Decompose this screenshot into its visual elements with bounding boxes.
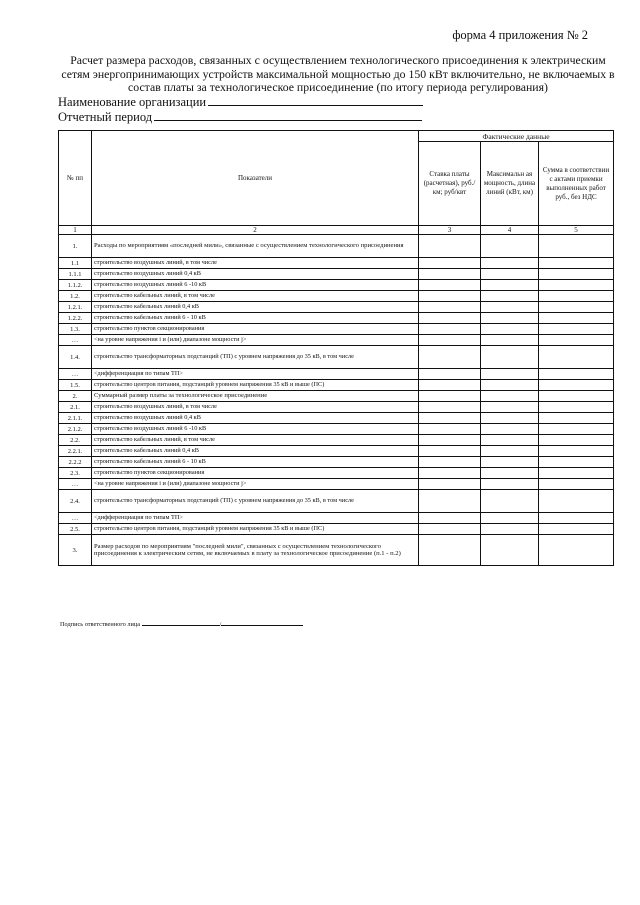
power-cell[interactable] — [481, 235, 539, 258]
power-cell[interactable] — [481, 424, 539, 435]
row-number: 1.2.2. — [59, 313, 92, 324]
power-cell[interactable] — [481, 335, 539, 346]
sum-cell[interactable] — [539, 535, 614, 566]
row-indicator: строительство воздушных линий 6 -10 кВ — [92, 424, 419, 435]
rate-cell[interactable] — [419, 468, 481, 479]
row-number: 2. — [59, 391, 92, 402]
rate-cell[interactable] — [419, 446, 481, 457]
row-indicator: <на уровне напряжения i и (или) диапазоне мощности j> — [92, 335, 419, 346]
power-cell[interactable] — [481, 524, 539, 535]
table-row — [59, 457, 614, 468]
table-row — [59, 479, 614, 490]
row-indicator: <на уровне напряжения i и (или) диапазоне мощности j> — [92, 479, 419, 490]
row-indicator: строительство кабельных линий 6 - 10 кВ — [92, 313, 419, 324]
row-number: 2.3. — [59, 468, 92, 479]
row-number: 1.5. — [59, 380, 92, 391]
table-row — [59, 402, 614, 413]
row-indicator: строительство кабельных линий, в том числе — [92, 435, 419, 446]
power-cell[interactable] — [481, 457, 539, 468]
row-indicator: строительство воздушных линий, в том числе — [92, 402, 419, 413]
row-indicator: строительство кабельных линий 6 - 10 кВ — [92, 457, 419, 468]
row-number: … — [59, 513, 92, 524]
form-label: форма 4 приложения № 2 — [452, 28, 588, 42]
row-number: 3. — [59, 535, 92, 566]
table-row — [59, 391, 614, 402]
row-indicator: строительство воздушных линий 6 -10 кВ — [92, 280, 419, 291]
table-row — [59, 468, 614, 479]
col-index: 2 — [92, 226, 419, 235]
row-number: 1. — [59, 235, 92, 258]
period-field — [58, 109, 422, 125]
sum-cell[interactable] — [539, 479, 614, 490]
rate-cell[interactable] — [419, 380, 481, 391]
signature-label: Подпись ответственного лица — [60, 621, 141, 628]
sum-cell[interactable] — [539, 513, 614, 524]
sum-cell[interactable] — [539, 424, 614, 435]
row-number: 2.2. — [59, 435, 92, 446]
power-cell[interactable] — [481, 346, 539, 369]
row-indicator: строительство кабельных линий, в том числе — [92, 291, 419, 302]
header-indicators: Показатели — [92, 131, 419, 226]
rate-cell[interactable] — [419, 457, 481, 468]
table-row — [59, 258, 614, 269]
rate-cell[interactable] — [419, 335, 481, 346]
table-row — [59, 346, 614, 369]
table-row — [59, 291, 614, 302]
organization-field — [58, 94, 423, 110]
signature-name-blank[interactable] — [221, 619, 303, 626]
row-indicator: строительство воздушных линий 0,4 кВ — [92, 413, 419, 424]
header-fact-data: Фактические данные — [419, 131, 614, 142]
col-index: 4 — [481, 226, 539, 235]
row-number: 2.2.1. — [59, 446, 92, 457]
sum-cell[interactable] — [539, 335, 614, 346]
row-number: 1.1 — [59, 258, 92, 269]
power-cell[interactable] — [481, 402, 539, 413]
rate-cell[interactable] — [419, 369, 481, 380]
organization-blank-line — [208, 94, 423, 106]
row-indicator: строительство трансформаторных подстанций (ТП) с уровнем напряжения до 35 кВ, в том числе — [92, 346, 419, 369]
rate-cell[interactable] — [419, 435, 481, 446]
rate-cell[interactable] — [419, 535, 481, 566]
table-row — [59, 324, 614, 335]
period-label: Отчетный период — [58, 110, 153, 124]
table-row — [59, 369, 614, 380]
signature-separator: / — [219, 621, 222, 628]
table-row — [59, 413, 614, 424]
sum-cell[interactable] — [539, 324, 614, 335]
table-row — [59, 535, 614, 566]
row-number: 1.3. — [59, 324, 92, 335]
row-number: 1.4. — [59, 346, 92, 369]
organization-label: Наименование организации — [58, 95, 207, 109]
table-row — [59, 424, 614, 435]
power-cell[interactable] — [481, 435, 539, 446]
sum-cell[interactable] — [539, 468, 614, 479]
sum-cell[interactable] — [539, 457, 614, 468]
table-row — [59, 335, 614, 346]
power-cell[interactable] — [481, 413, 539, 424]
table-row — [59, 313, 614, 324]
row-indicator: строительство трансформаторных подстанций (ТП) с уровнем напряжения до 35 кВ, в том числе — [92, 490, 419, 513]
rate-cell[interactable] — [419, 513, 481, 524]
sum-cell[interactable] — [539, 235, 614, 258]
rate-cell[interactable] — [419, 479, 481, 490]
rate-cell[interactable] — [419, 313, 481, 324]
row-number: 2.1.2. — [59, 424, 92, 435]
table-row — [59, 513, 614, 524]
rate-cell[interactable] — [419, 269, 481, 280]
table-row — [59, 302, 614, 313]
sum-cell[interactable] — [539, 524, 614, 535]
signature-blank[interactable] — [142, 619, 220, 626]
header-no: № пп — [59, 131, 92, 226]
sum-cell[interactable] — [539, 269, 614, 280]
power-cell[interactable] — [481, 258, 539, 269]
row-indicator: строительство кабельных линий 0,4 кВ — [92, 446, 419, 457]
row-indicator: <дифференциация по типам ТП> — [92, 369, 419, 380]
table-row — [59, 269, 614, 280]
row-number: … — [59, 335, 92, 346]
row-indicator: <дифференциация по типам ТП> — [92, 513, 419, 524]
power-cell[interactable] — [481, 490, 539, 513]
row-indicator: строительство центров питания, подстанций уровнем напряжения 35 кВ и выше (ПС) — [92, 380, 419, 391]
signature-line — [60, 619, 303, 628]
sum-cell[interactable] — [539, 346, 614, 369]
rate-cell[interactable] — [419, 280, 481, 291]
col-index: 1 — [59, 226, 92, 235]
header-rate: Ставка платы (расчетная), руб./км; руб/квт — [419, 142, 481, 226]
header-sum: Сумма в соответствии с актами приемки выполненных работ руб., без НДС — [539, 142, 614, 226]
period-blank-line — [154, 109, 422, 121]
sum-cell[interactable] — [539, 302, 614, 313]
row-number: … — [59, 369, 92, 380]
sum-cell[interactable] — [539, 313, 614, 324]
row-number: 1.1.2. — [59, 280, 92, 291]
power-cell[interactable] — [481, 468, 539, 479]
power-cell[interactable] — [481, 291, 539, 302]
header-power: Максимальн ая мощность, длина линий (кВт, км) — [481, 142, 539, 226]
power-cell[interactable] — [481, 479, 539, 490]
row-number: 1.1.1 — [59, 269, 92, 280]
power-cell[interactable] — [481, 535, 539, 566]
sum-cell[interactable] — [539, 258, 614, 269]
rate-cell[interactable] — [419, 402, 481, 413]
rate-cell[interactable] — [419, 424, 481, 435]
sum-cell[interactable] — [539, 369, 614, 380]
rate-cell[interactable] — [419, 235, 481, 258]
rate-cell[interactable] — [419, 413, 481, 424]
row-number: 2.1. — [59, 402, 92, 413]
table-row — [59, 380, 614, 391]
sum-cell[interactable] — [539, 402, 614, 413]
column-index-row — [59, 226, 614, 235]
row-indicator: строительство центров питания, подстанций уровнем напряжения 35 кВ и выше (ПС) — [92, 524, 419, 535]
power-cell[interactable] — [481, 391, 539, 402]
col-index: 5 — [539, 226, 614, 235]
row-number: 1.2.1. — [59, 302, 92, 313]
row-number: 2.1.1. — [59, 413, 92, 424]
rate-cell[interactable] — [419, 291, 481, 302]
document-title: Расчет размера расходов, связанных с осуществлением технологического присоединения к электрическим сетям энергопринимающих устройств максимальной мощностью до 150 кВт включительно, не включаемых в состав платы за технологическое присоединение (по итогу периода регулирования) — [61, 53, 615, 94]
table-row — [59, 235, 614, 258]
sum-cell[interactable] — [539, 446, 614, 457]
sum-cell[interactable] — [539, 280, 614, 291]
power-cell[interactable] — [481, 313, 539, 324]
row-indicator: Расходы по мероприятиям «последней мили», связанные с осуществлением технологического присоединения — [92, 235, 419, 258]
sum-cell[interactable] — [539, 380, 614, 391]
row-indicator: строительство кабельных линий 0,4 кВ — [92, 302, 419, 313]
sum-cell[interactable] — [539, 413, 614, 424]
power-cell[interactable] — [481, 369, 539, 380]
row-number: 2.5. — [59, 524, 92, 535]
rate-cell[interactable] — [419, 346, 481, 369]
sum-cell[interactable] — [539, 490, 614, 513]
power-cell[interactable] — [481, 513, 539, 524]
power-cell[interactable] — [481, 302, 539, 313]
rate-cell[interactable] — [419, 524, 481, 535]
power-cell[interactable] — [481, 324, 539, 335]
rate-cell[interactable] — [419, 490, 481, 513]
col-index: 3 — [419, 226, 481, 235]
row-indicator: строительство пунктов секционирования — [92, 324, 419, 335]
table-row — [59, 280, 614, 291]
power-cell[interactable] — [481, 269, 539, 280]
expenses-table — [58, 130, 614, 566]
rate-cell[interactable] — [419, 258, 481, 269]
table-row — [59, 446, 614, 457]
table-row — [59, 524, 614, 535]
power-cell[interactable] — [481, 380, 539, 391]
rate-cell[interactable] — [419, 302, 481, 313]
row-number: … — [59, 479, 92, 490]
row-indicator: строительство пунктов секционирования — [92, 468, 419, 479]
sum-cell[interactable] — [539, 391, 614, 402]
rate-cell[interactable] — [419, 391, 481, 402]
row-number: 2.4. — [59, 490, 92, 513]
row-number: 2.2.2 — [59, 457, 92, 468]
row-indicator: строительство воздушных линий, в том числе — [92, 258, 419, 269]
sum-cell[interactable] — [539, 435, 614, 446]
row-indicator: Суммарный размер платы за технологическое присоединение — [92, 391, 419, 402]
sum-cell[interactable] — [539, 291, 614, 302]
table-row — [59, 490, 614, 513]
power-cell[interactable] — [481, 280, 539, 291]
power-cell[interactable] — [481, 446, 539, 457]
row-number: 1.2. — [59, 291, 92, 302]
row-indicator: строительство воздушных линий 0,4 кВ — [92, 269, 419, 280]
rate-cell[interactable] — [419, 324, 481, 335]
table-row — [59, 435, 614, 446]
row-indicator: Размер расходов по мероприятиям "последней мили", связанных с осуществлением технологического присоединения к электрическим сетям, не включаемых в плату за технологическое присоединение (п.1 - п.2) — [92, 535, 419, 566]
